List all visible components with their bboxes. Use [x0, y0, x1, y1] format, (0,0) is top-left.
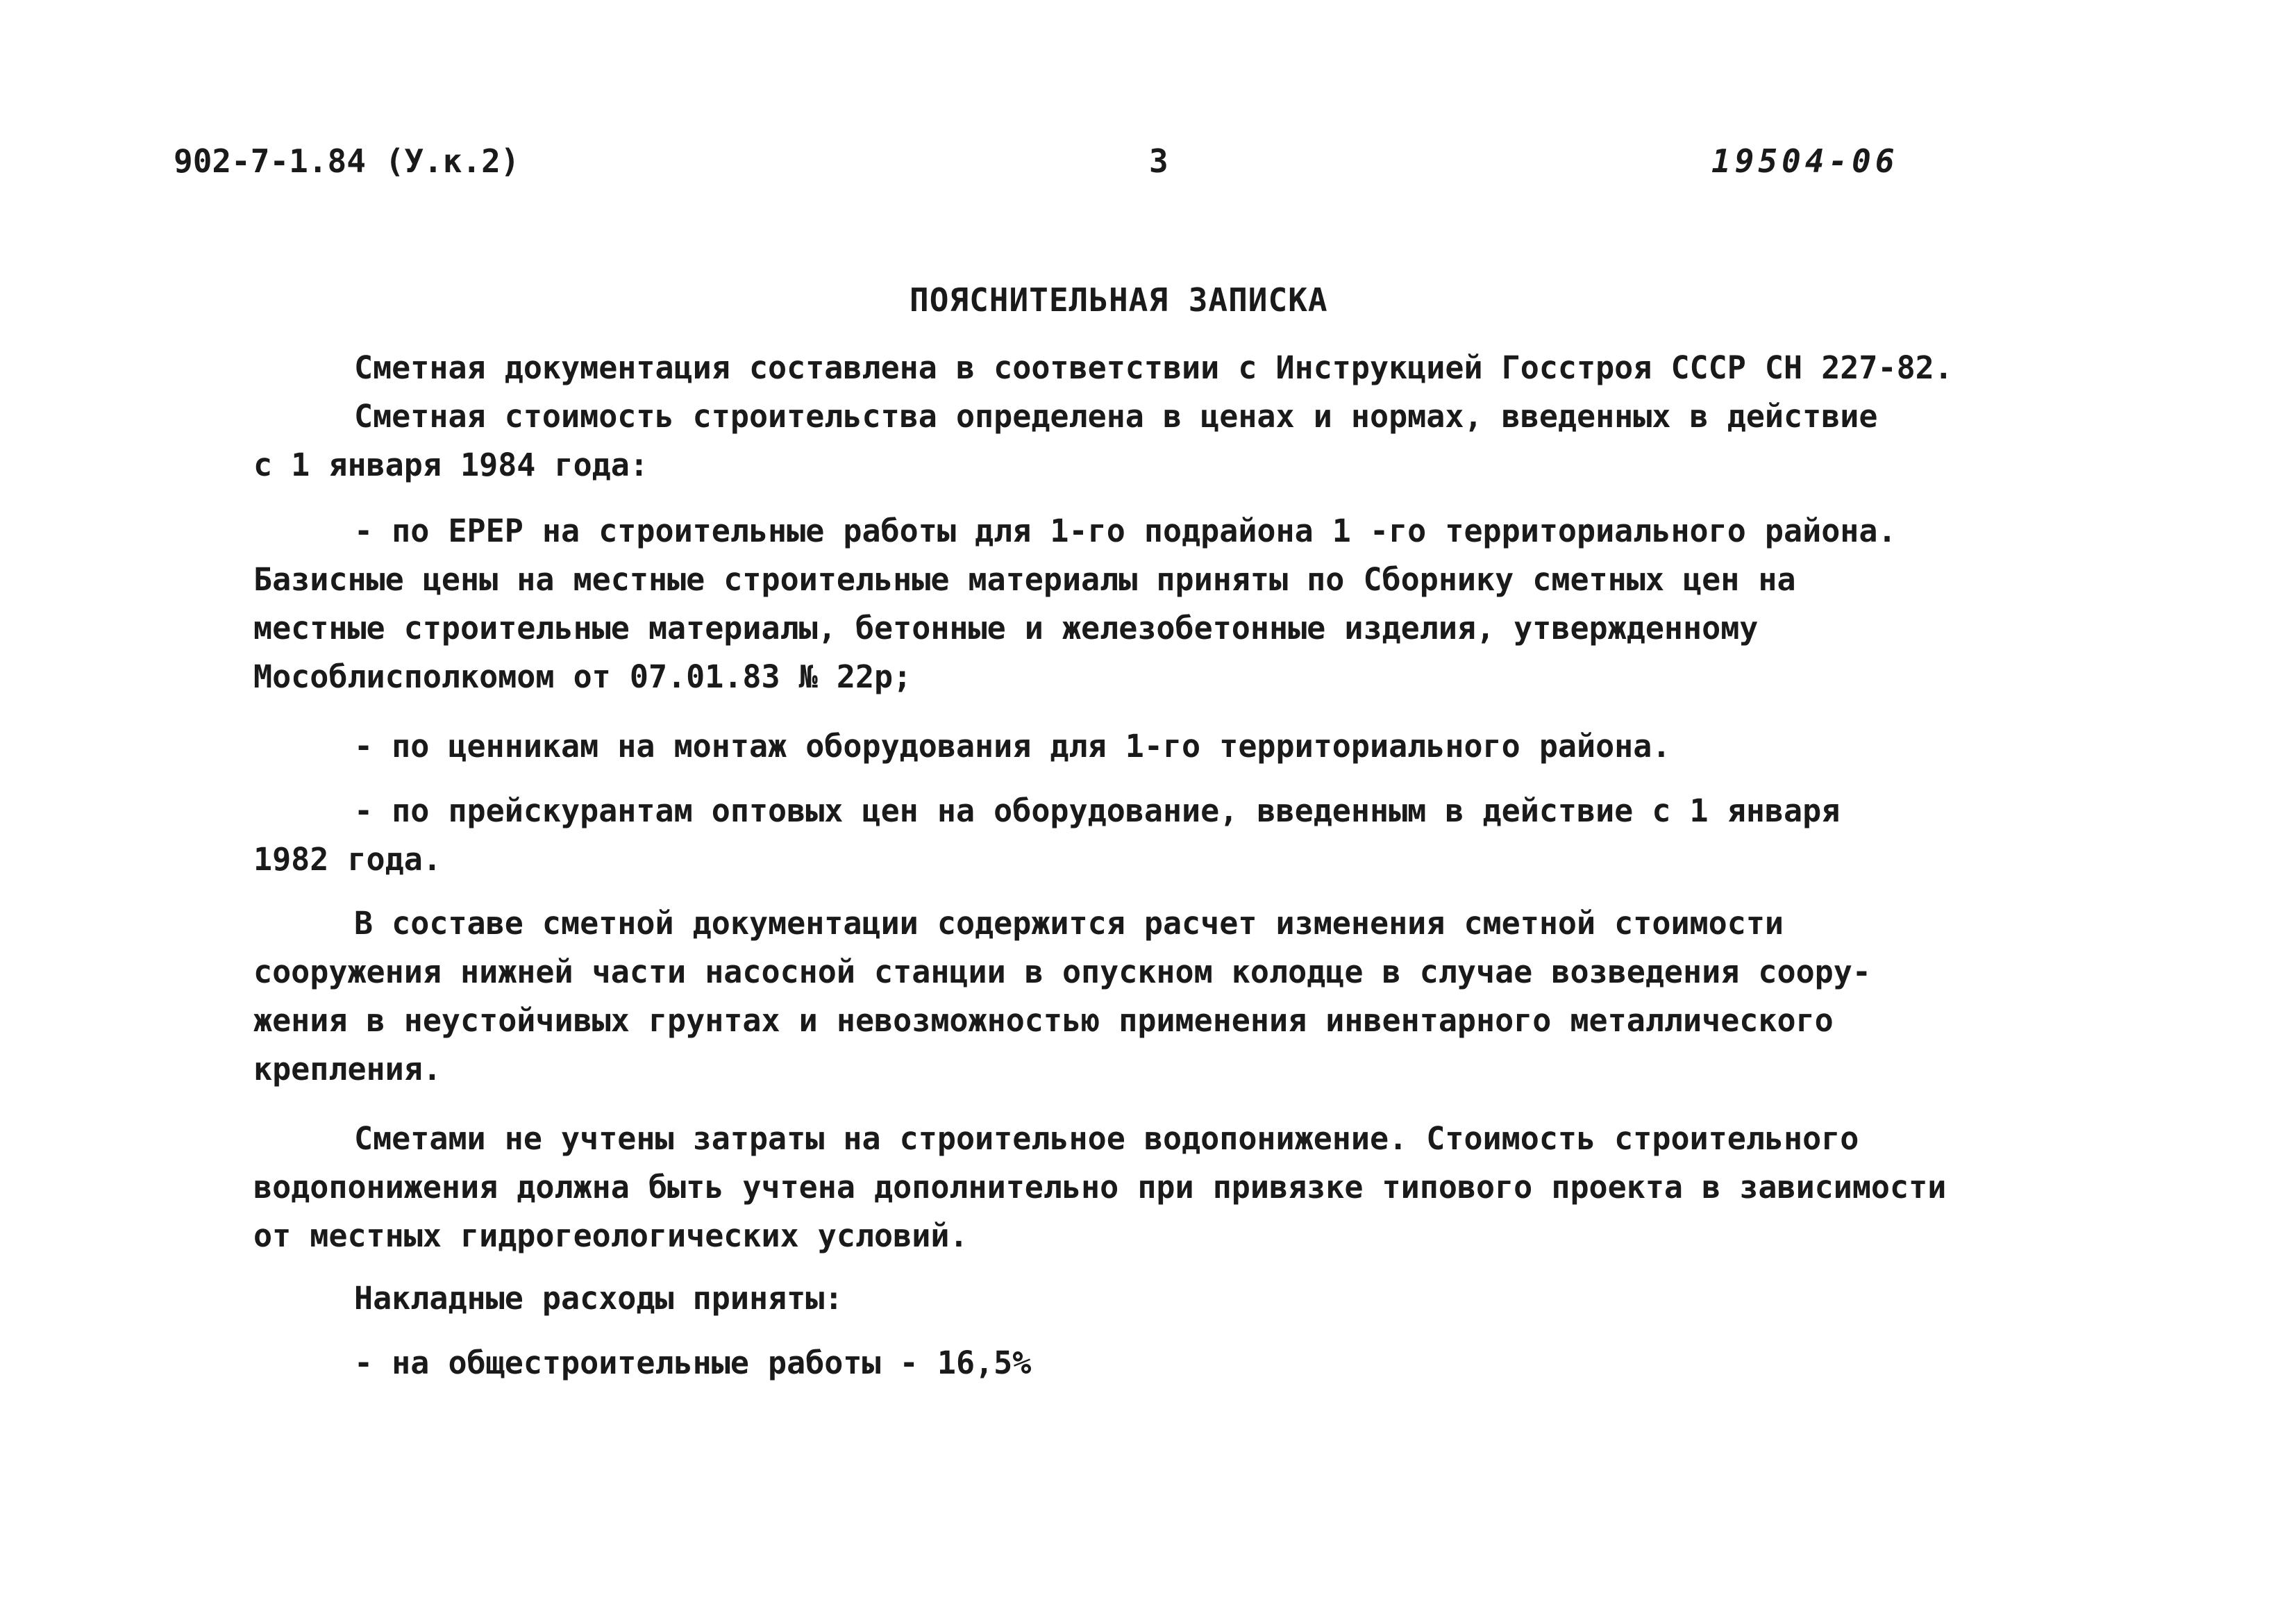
paragraph-line: водопонижения должна быть учтена дополнительно при привязке типового проекта в зависимости [253, 1169, 1947, 1206]
paragraph-line: крепления. [253, 1051, 442, 1088]
document-title: ПОЯСНИТЕЛЬНАЯ ЗАПИСКА [910, 281, 1328, 319]
inventory-number: 19504-06 [1711, 142, 1899, 180]
paragraph-line: Сметная документация составлена в соответствии с Инструкцией Госстроя СССР СН 227-82. [354, 349, 1953, 386]
text-block-6 [253, 1115, 2072, 1260]
text-block-3 [253, 722, 2072, 771]
paragraph-line: Мособлисполкомом от 07.01.83 № 22р; [253, 658, 912, 695]
paragraph-line: - на общестроительные работы - 16,5% [354, 1344, 1032, 1381]
text-block-7 [253, 1274, 2072, 1323]
paragraph-line: Сметная стоимость строительства определена в ценах и нормах, введенных в действие [354, 398, 1878, 435]
paragraph-line: местные строительные материалы, бетонные и железобетонные изделия, утвержденному [253, 610, 1759, 647]
page-number: 3 [1149, 142, 1168, 180]
paragraph-line: - по ценникам на монтаж оборудования для 1-го территориального района. [354, 728, 1671, 765]
text-block-5 [253, 899, 2072, 1094]
paragraph-line: жения в неустойчивых грунтах и невозможностью применения инвентарного металлического [253, 1002, 1834, 1039]
text-block-8 [253, 1339, 2072, 1388]
text-block-2 [253, 507, 2072, 701]
text-block-1 [253, 344, 2072, 490]
paragraph-line: Сметами не учтены затраты на строительное водопонижение. Стоимость строительного [354, 1120, 1859, 1157]
paragraph-line: с 1 января 1984 года: [253, 447, 648, 483]
paragraph-line: - по ЕРЕР на строительные работы для 1-го подрайона 1 -го территориального района. [354, 512, 1897, 549]
paragraph-line: - по прейскурантам оптовых цен на оборудование, введенным в действие с 1 января [354, 792, 1841, 829]
document-code: 902-7-1.84 (У.к.2) [174, 142, 520, 180]
paragraph-line: Базисные цены на местные строительные материалы приняты по Сборнику сметных цен на [253, 561, 1796, 598]
paragraph-line: сооружения нижней части насосной станции в опускном колодце в случае возведения соору- [253, 953, 1871, 990]
paragraph-line: В составе сметной документации содержится расчет изменения сметной стоимости [354, 905, 1784, 942]
paragraph-line: от местных гидрогеологических условий. [253, 1217, 969, 1254]
text-block-4 [253, 787, 2072, 884]
paragraph-line: 1982 года. [253, 841, 442, 878]
paragraph-line: Накладные расходы приняты: [354, 1280, 844, 1317]
